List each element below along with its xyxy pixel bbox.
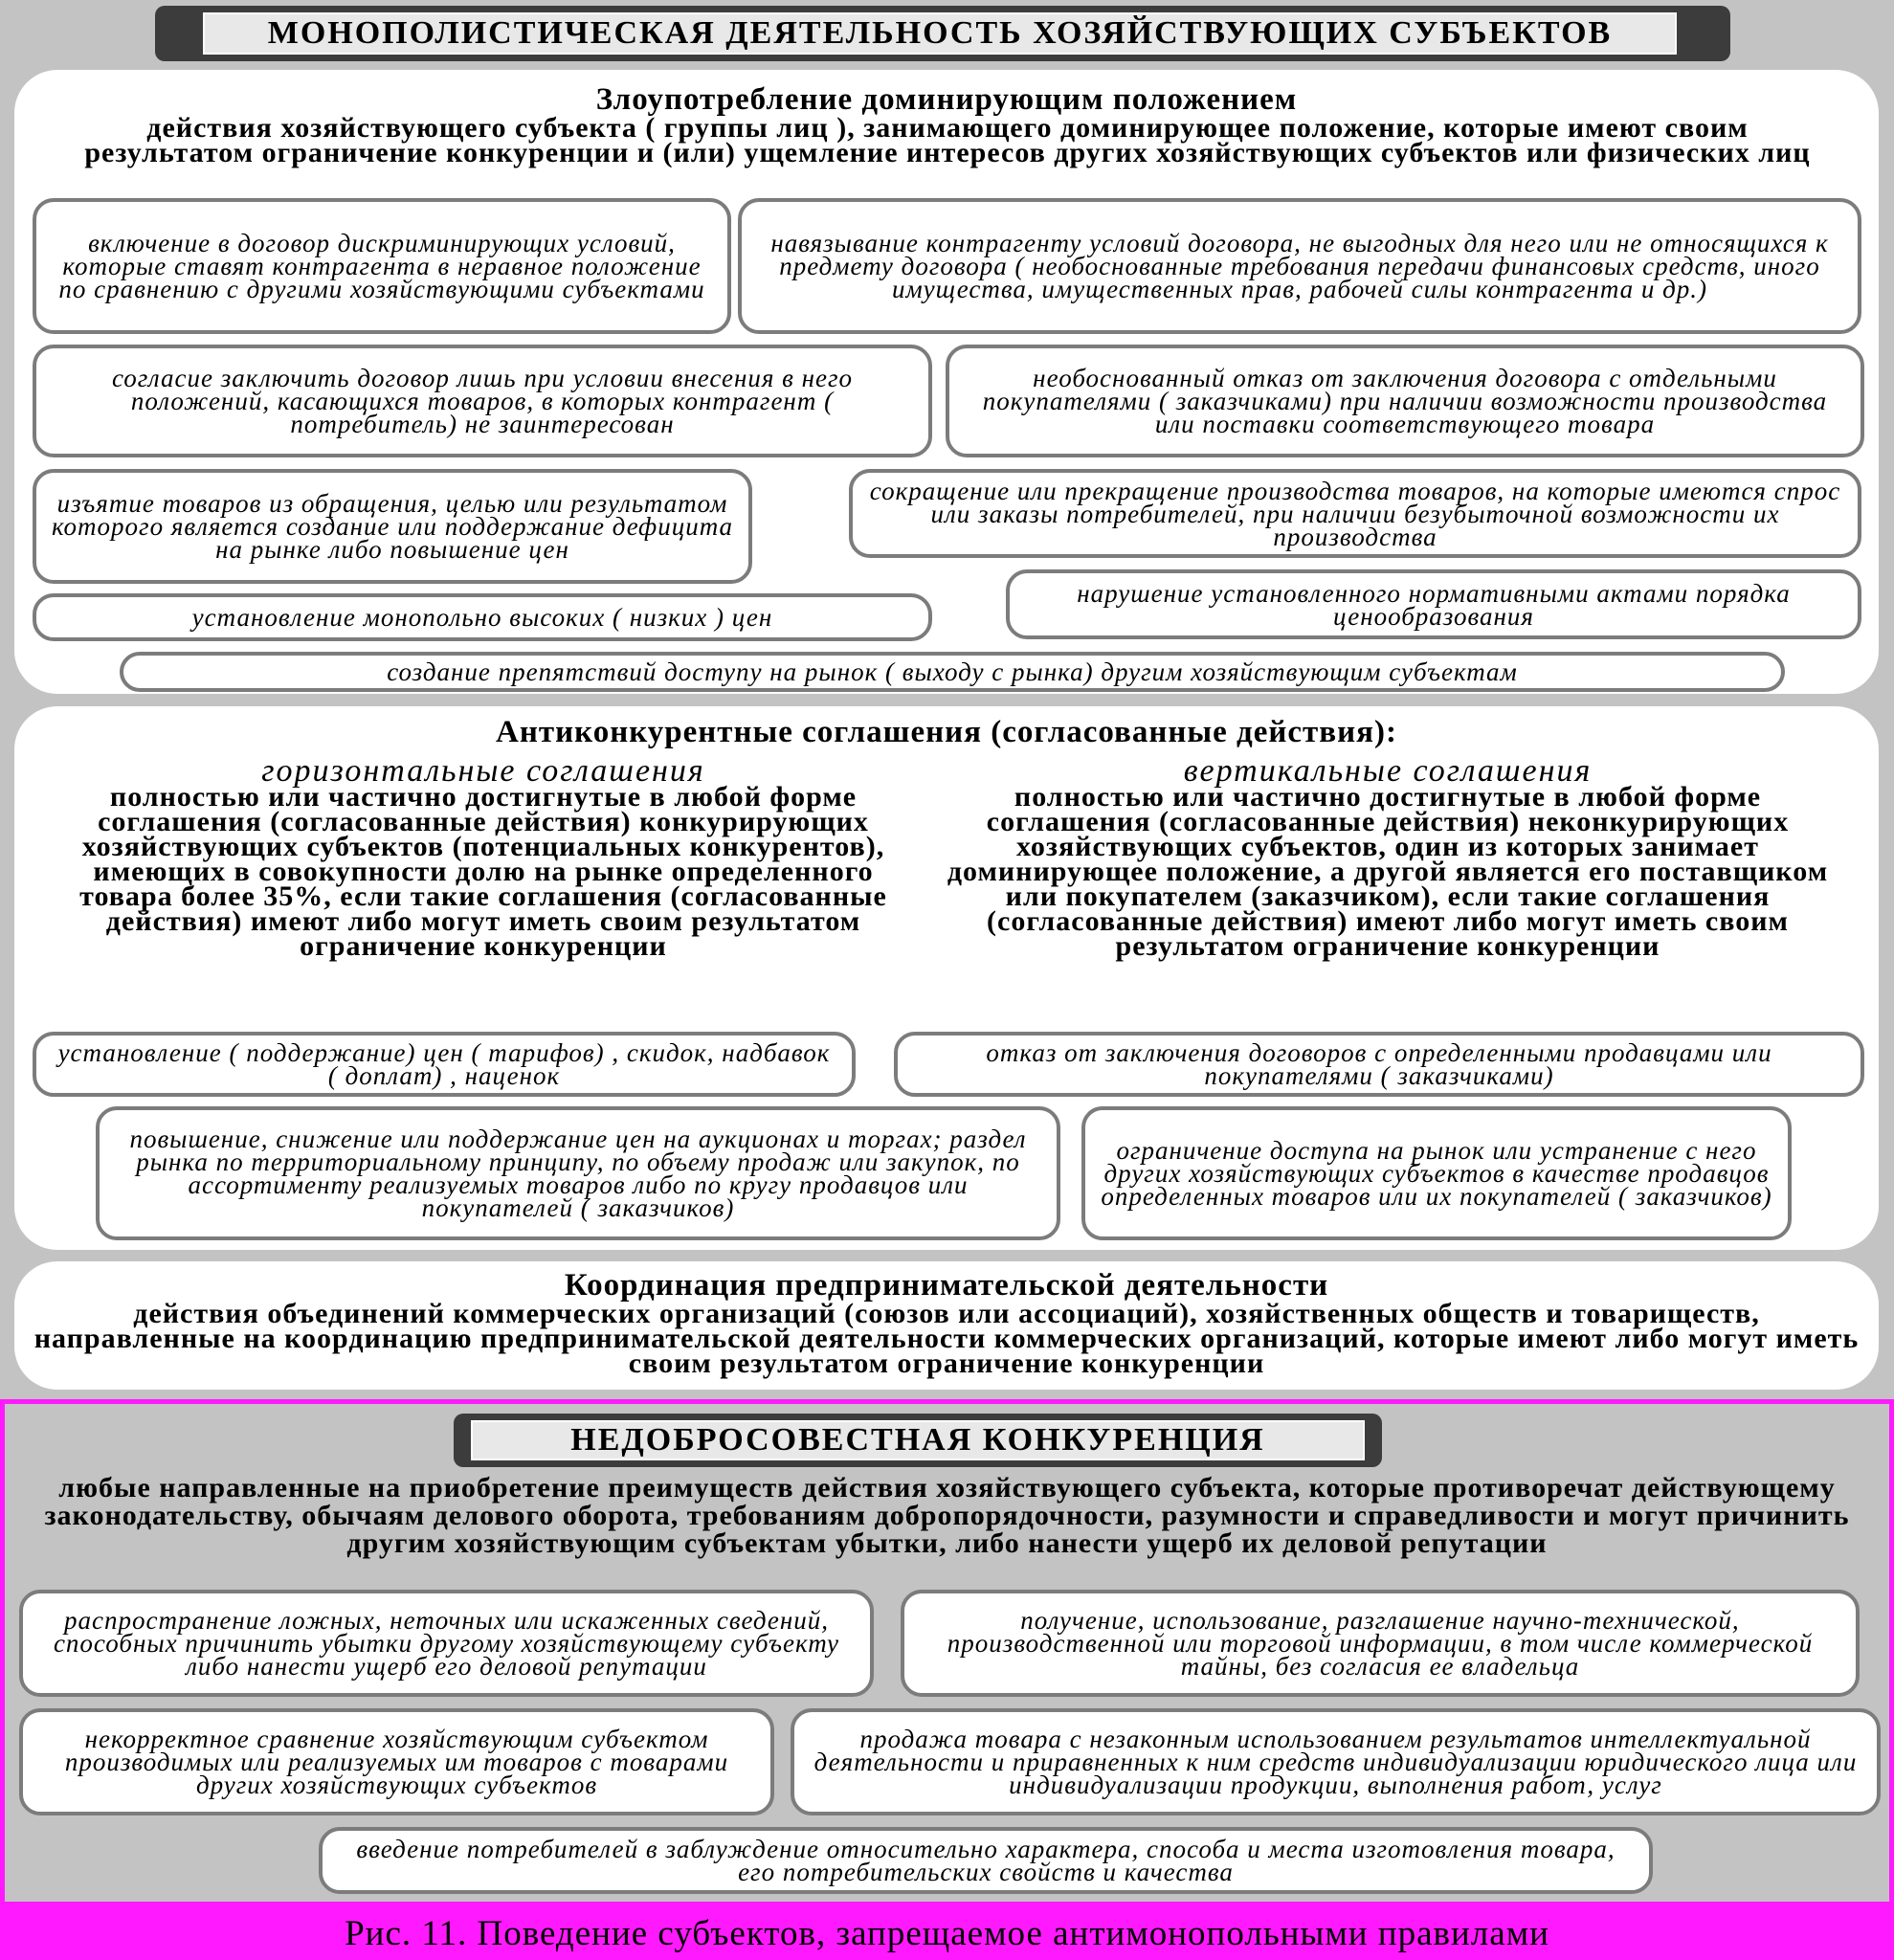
coordination-text: действия объединений коммерческих организаций (союзов или ассоциаций), хозяйственных обществ и товариществ, направленные на координацию предпринимательской деятельности коммерческих организаций, которые имеют либо могут иметь своим результатом ограничение конкуренции [33,1298,1860,1379]
abuse-item-production-cut: сокращение или прекращение производства товаров, на которые имеются спрос или заказы потребителей, при наличии безубыточной возможности их производства [849,469,1861,558]
abuse-item-market-barriers: создание препятствий доступу на рынок ( выходу с рынка) другим хозяйствующим субъектам [120,652,1785,692]
abuse-item-conditional-contract: согласие заключить договор лишь при условии внесения в него положений, касающихся товаров, в которых контрагент ( потребитель) не заинтересован [33,345,932,457]
agreements-heading: Антиконкурентные соглашения (согласованные действия): [496,715,1397,749]
figure-caption: Рис. 11. Поведение субъектов, запрещаемое антимонопольными правилами [0,1906,1894,1960]
abuse-item-monopoly-prices: установление монопольно высоких ( низких ) цен [33,593,932,641]
unfair-title: НЕДОБРОСОВЕСТНАЯ КОНКУРЕНЦИЯ [471,1420,1365,1460]
abuse-item-discriminating-terms: включение в договор дискриминирующих условий, которые ставят контрагента в неравное положение по сравнению с другими хозяйствующими субъектами [33,198,731,334]
agreement-item-refusal-to-contract: отказ от заключения договоров с определенными продавцами или покупателями ( заказчиками) [894,1032,1864,1097]
abuse-item-withdrawal-of-goods: изъятие товаров из обращения, целью или результатом которого является создание или поддержание дефицита на рынке либо повышение цен [33,469,752,584]
coordination-panel [14,1261,1879,1390]
monopoly-title-bar [155,6,1730,61]
monopoly-title: МОНОПОЛИСТИЧЕСКАЯ ДЕЯТЕЛЬНОСТЬ ХОЗЯЙСТВУЮЩИХ СУБЪЕКТОВ [203,12,1677,55]
unfair-title-bar [454,1414,1382,1467]
unfair-item-misleading-consumers: введение потребителей в заблуждение относительно характера, способа и места изготовления товара, его потребительских свойств и качества [319,1827,1653,1894]
vertical-title: вертикальные соглашения [1183,753,1593,789]
unfair-item-false-information: распространение ложных, неточных или искаженных сведений, способных причинить убытки другому хозяйствующему субъекту либо нанести ущерб его деловой репутации [19,1590,874,1697]
coordination-heading: Координация предпринимательской деятельности [564,1268,1329,1303]
unfair-item-intellectual-property: продажа товара с незаконным использованием результатов интеллектуальной деятельности и приравненных к ним средств индивидуализации юридического лица или индивидуализации продукции, выполнения работ, услуг [791,1708,1881,1815]
agreement-item-price-fixing: установление ( поддержание) цен ( тарифов) , скидок, надбавок ( доплат) , наценок [33,1032,856,1097]
agreement-item-access-restriction: ограничение доступа на рынок или устранение с него других хозяйствующих субъектов в качестве продавцов определенных товаров или их покупателей ( заказчиков) [1081,1106,1792,1240]
horizontal-title: горизонтальные соглашения [261,753,705,789]
unfair-definition: любые направленные на приобретение преимуществ действия хозяйствующего субъекта, которые противоречат действующему законодательству, обычаям делового оборота, требованиям добропорядочности, разумности и справедливости и могут причинить другим хозяйствующим субъектам убытки, либо нанести ущерб их деловой репутации [44,1472,1850,1559]
horizontal-text: полностью или частично достигнутые в любой форме соглашения (согласованные действия) конкурирующих хозяйствующих субъектов (потенциальных конкурентов), имеющих в совокупности долю на рынке определенного товара более 35%, если такие соглашения (согласованные действия) имеют либо могут иметь своим результатом ограничение конкуренции [79,781,887,962]
abuse-item-refusal-to-contract: необоснованный отказ от заключения договора с отдельными покупателями ( заказчиками) при наличии возможности производства или поставки соответствующего товара [946,345,1864,457]
abuse-item-imposing-terms: навязывание контрагенту условий договора, не выгодных для него или не относящихся к предмету договора ( необоснованные требования передачи финансовых средств, иного имущества, имущественных прав, рабочей силы контрагента и др.) [738,198,1861,334]
abuse-heading: Злоупотребление доминирующим положением [595,82,1298,117]
vertical-text: полностью или частично достигнутые в любой форме соглашения (согласованные действия) неконкурирующих хозяйствующих субъектов, один из которых занимает доминирующее положение, а другой является его поставщиком или покупателем (заказчиком), если такие соглашения (согласованные действия) имеют либо могут иметь своим результатом ограничение конкуренции [947,781,1829,962]
abuse-item-pricing-violation: нарушение установленного нормативными актами порядка ценообразования [1006,569,1861,639]
unfair-item-trade-secrets: получение, использование, разглашение научно-технической, производственной или торговой информации, в том числе коммерческой тайны, без согласия ее владельца [901,1590,1860,1697]
unfair-item-incorrect-comparison: некорректное сравнение хозяйствующим субъектом производимых или реализуемых им товаров с товарами других хозяйствующих субъектов [19,1708,774,1815]
abuse-definition: действия хозяйствующего субъекта ( группы лиц ), занимающего доминирующее положение, которые имеют своим результатом ограничение конкуренции и (или) ущемление интересов других хозяйствующих субъектов или физических лиц [84,112,1811,168]
agreement-item-auction-market-division: повышение, снижение или поддержание цен на аукционах и торгах; раздел рынка по территориальному принципу, по объему продаж или закупок, по ассортименту реализуемых товаров либо по кругу продавцов или покупателей ( заказчиков) [96,1106,1060,1240]
